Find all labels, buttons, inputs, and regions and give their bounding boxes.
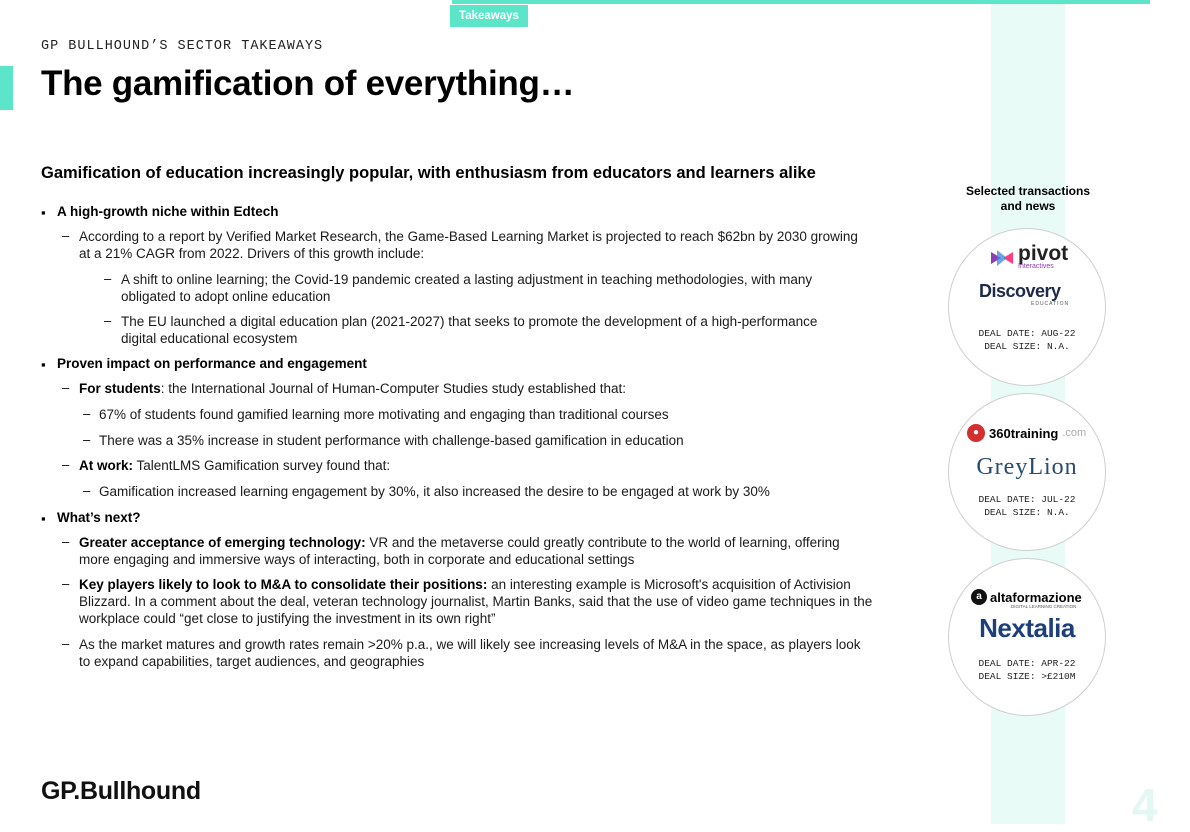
page-title: The gamification of everything… [41,64,575,103]
list-item: As the market matures and growth rates remain >20% p.a., we will likely see increasing levels of M&A in the space, as players look to expand capabilities, target audiences, and geographies [79,637,861,669]
list-item: 67% of students found gamified learning more motivating and engaging than traditional courses [99,407,669,422]
pivot-logo: pivot Interactives [989,245,1068,270]
greylion-logo: GreyLion [976,454,1078,480]
list-item: Proven impact on performance and engagement [57,356,367,371]
title-accent-bar [0,66,13,110]
deal-date: DEAL DATE: APR-22 [978,658,1076,669]
dash-marker: – [104,271,112,286]
list-item: The EU launched a digital education plan (2021-2027) that seeks to promote the development of a high-performance digital educational ecosystem [121,314,818,346]
dash-marker: – [62,636,70,651]
dash-marker: – [62,228,70,243]
altaformazione-logo: a altaformazione [971,589,1082,605]
page-number: 4 [1132,779,1158,831]
deal-size: DEAL SIZE: N.A. [984,341,1070,352]
deal-card [948,228,1106,386]
altaformazione-logo-sub: DIGITAL LEARNING CREATION [1011,604,1077,609]
transactions-panel-title: Selected transactions and news [965,184,1091,213]
dash-marker: – [62,380,70,395]
deal-size: DEAL SIZE: >£210M [978,671,1076,682]
altaformazione-mark-icon: a [971,589,987,605]
360training-logo: ● 360training .com [967,424,1086,442]
dash-marker: – [62,457,70,472]
deal-date: DEAL DATE: AUG-22 [978,328,1076,339]
bullet-marker: ▪ [41,205,46,220]
dash-marker: – [83,432,91,447]
list-item: Gamification increased learning engagement by 30%, it also increased the desire to be engaged at work by 30% [99,484,770,499]
deal-size: DEAL SIZE: N.A. [984,507,1070,518]
list-item: What’s next? [57,510,141,525]
dash-marker: – [104,313,112,328]
nextalia-logo: Nextalia [979,613,1075,643]
discovery-logo-sub: EDUCATION [1031,301,1070,307]
list-item: A high-growth niche within Edtech [57,204,279,219]
list-item: There was a 35% increase in student performance with challenge-based gamification in education [99,433,684,448]
list-item: According to a report by Verified Market Research, the Game-Based Learning Market is projected to reach $62bn by 2030 growing at a 21% CAGR from 2022. Drivers of this growth include: [79,229,858,261]
brand-logo: GP.Bullhound [41,777,201,805]
deal-date: DEAL DATE: JUL-22 [978,494,1076,505]
list-item: For students: the International Journal of Human-Computer Studies study established that: [79,381,627,396]
dash-marker: – [62,576,70,591]
pivot-mark-icon [989,248,1015,268]
section-tag: Takeaways [450,5,528,27]
section-subtitle: Gamification of education increasingly popular, with enthusiasm from educators and learners alike [41,164,816,182]
list-item: At work: TalentLMS Gamification survey found that: [79,458,391,473]
dash-marker: – [62,534,70,549]
list-item: A shift to online learning; the Covid-19 pandemic created a lasting adjustment in teaching methodologies, with many obligated to adopt online education [121,272,813,304]
bullet-marker: ▪ [41,357,46,372]
kicker: GP BULLHOUND’S SECTOR TAKEAWAYS [41,39,324,54]
discovery-logo: Discovery [979,281,1061,301]
dash-marker: – [83,406,91,421]
list-item: Key players likely to look to M&A to consolidate their positions: an interesting example is Microsoft's acquisition of Activision Blizzard. In a comment about the deal, veteran technology journalist, Martin Banks, said that the use of video game techniques in the workplace could “get close to justifying the investment in its own right” [79,577,873,626]
bullet-marker: ▪ [41,511,46,526]
list-item: Greater acceptance of emerging technology: VR and the metaverse could greatly contribute to the world of learning, offering more engaging and immersive ways of interacting, both in corporate and educational settings [79,535,840,567]
deal-card [948,558,1106,716]
dash-marker: – [83,483,91,498]
deal-card [948,393,1106,551]
360training-mark-icon: ● [967,424,985,442]
